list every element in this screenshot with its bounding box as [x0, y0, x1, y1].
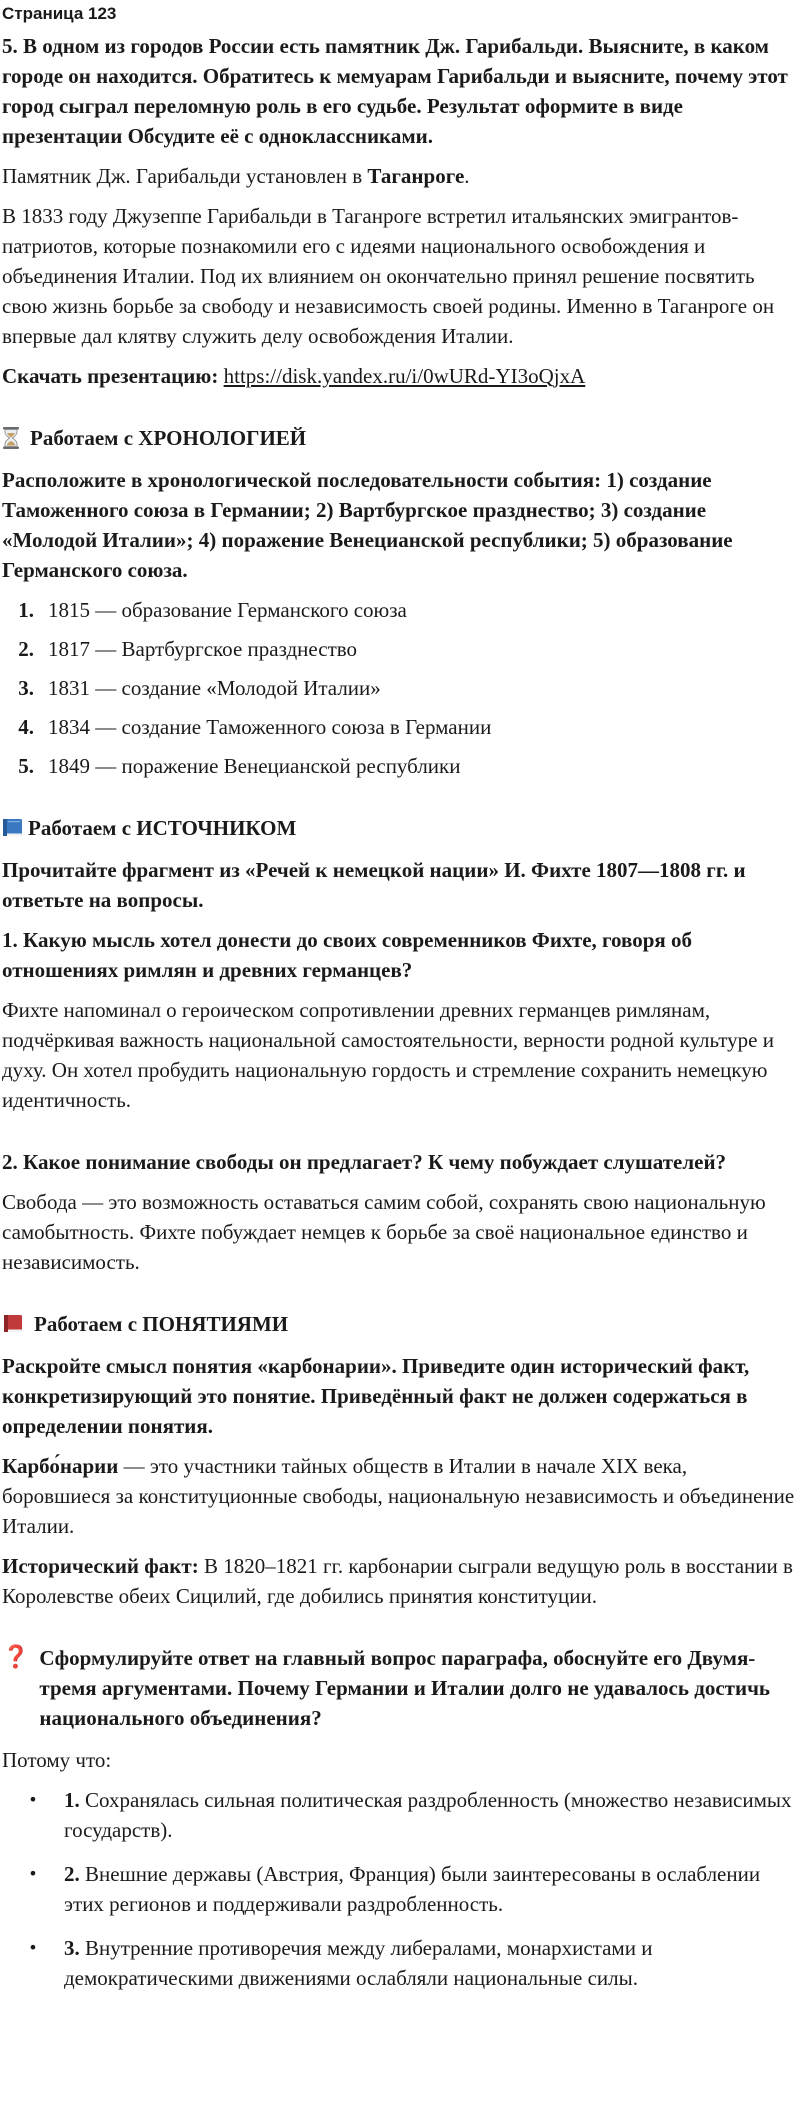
- concept-term: Карбо́нарии: [2, 1454, 119, 1478]
- task5-question: 5. В одном из городов России есть памятник Дж. Гарибальди. Выясните, в каком городе он находится. Обратитесь к мемуарам Гарибальди и выясните, почему этот город сыграл переломную роль в его судьбе. Результат оформите в виде презентации Обсудите её с одноклассниками.: [2, 34, 788, 148]
- download-label: Скачать презентацию:: [2, 364, 219, 388]
- list-item-text: 1815 — образование Германского союза: [48, 598, 407, 622]
- bullet: •: [28, 1864, 38, 1883]
- list-item-number: 1.: [18, 598, 34, 622]
- list-item: [2, 595, 798, 625]
- list-item-text: 1817 — Вартбургское празднество: [48, 637, 358, 661]
- concepts-definition: [2, 1451, 798, 1541]
- list-item: [2, 712, 798, 742]
- concepts-heading-text: Работаем с ПОНЯТИЯМИ: [34, 1312, 289, 1336]
- reason-number: 3.: [64, 1936, 80, 1960]
- chronology-heading: [2, 423, 798, 453]
- list-item-text: 1831 — создание «Молодой Италии»: [48, 676, 381, 700]
- task5-download: [2, 361, 798, 391]
- reason-text: Внешние державы (Австрия, Франция) были заинтересованы в ослаблении этих регионов и поддерживали раздробленность.: [64, 1862, 761, 1916]
- bullet: •: [28, 1790, 38, 1809]
- list-item: [2, 1859, 798, 1919]
- list-item: [2, 673, 798, 703]
- list-item-text: 1849 — поражение Венецианской республики: [48, 754, 461, 778]
- hourglass-icon: [2, 427, 20, 449]
- main-question-heading: [2, 1643, 798, 1733]
- reason-number: 1.: [64, 1788, 80, 1812]
- list-item-text: 1834 — создание Таможенного союза в Германии: [48, 715, 492, 739]
- page-label: Страница 123: [2, 4, 117, 23]
- red-book-icon: [2, 1314, 24, 1334]
- fact-text: В 1820–1821 гг. карбонарии сыграли ведущую роль в восстании в Королевстве обеих Сицилий, где добились принятия конституции.: [2, 1554, 793, 1608]
- blue-book-icon: [2, 818, 24, 838]
- chronology-list: [2, 595, 798, 781]
- fact-label: Исторический факт:: [2, 1554, 199, 1578]
- list-item: [2, 1785, 798, 1845]
- task5-answer: [2, 161, 798, 191]
- bullet: •: [28, 1938, 38, 1957]
- list-item-number: 5.: [18, 754, 34, 778]
- list-item-number: 2.: [18, 637, 34, 661]
- task5-answer-suffix: .: [464, 164, 470, 188]
- source-heading: [2, 813, 798, 843]
- concepts-question: Раскройте смысл понятия «карбонарии». Приведите один исторический факт, конкретизирующий это понятие. Приведённый факт не должен содержаться в определении понятия.: [2, 1354, 750, 1438]
- concepts-fact: [2, 1551, 798, 1611]
- chronology-question: Расположите в хронологической последовательности события: 1) создание Таможенного союза в Германии; 2) Вартбургское празднество; 3) создание «Молодой Италии»; 4) поражение Венецианской республики; 5) образование Германского союза.: [2, 468, 733, 582]
- reason-text: Внутренние противоречия между либералами, монархистами и демократическими движениями ослабляли национальные силы.: [64, 1936, 653, 1990]
- task5-answer-prefix: Памятник Дж. Гарибальди установлен в: [2, 164, 368, 188]
- task5-paragraph: В 1833 году Джузеппе Гарибальди в Таганроге встретил итальянских эмигрантов-патриотов, которые познакомили его с идеями национального освобождения и объединения Италии. Под их влиянием он окончательно принял решение посвятить свою жизнь борьбе за свободу и независимость своей родины. Именно в Таганроге он впервые дал клятву служить делу освобождения Италии.: [2, 204, 775, 348]
- red-question-icon: ❓: [2, 1645, 30, 1670]
- list-item: [2, 1933, 798, 1993]
- source-answer-1: Фихте напоминал о героическом сопротивлении древних германцев римлянам, подчёркивая важность национальной самостоятельности, верности родной культуре и духу. Он хотел пробудить национальную гордость и стремление сохранить немецкую идентичность.: [2, 998, 774, 1112]
- list-item: [2, 634, 798, 664]
- task5-answer-city: Таганроге: [367, 164, 465, 188]
- source-question-2: 2. Какое понимание свободы он предлагает? К чему побуждает слушателей?: [2, 1150, 727, 1174]
- main-question-lead: Потому что:: [2, 1748, 112, 1772]
- source-answer-2: Свобода — это возможность оставаться самим собой, сохранять свою национальную самобытность. Фихте побуждает немцев к борьбе за своё национальное единство и независимость.: [2, 1190, 766, 1274]
- list-item: [2, 751, 798, 781]
- presentation-link[interactable]: https://disk.yandex.ru/i/0wURd-YI3oQjxA: [223, 364, 586, 388]
- main-question-text: Сформулируйте ответ на главный вопрос параграфа, обоснуйте его Двумя-тремя аргументами. Почему Германии и Италии долго не удавалось достичь национального объединения?: [39, 1646, 771, 1730]
- concept-definition-text: — это участники тайных обществ в Италии в начале XIX века, боровшиеся за конституционные свободы, национальную независимость и объединение Италии.: [2, 1454, 795, 1538]
- source-heading-text: Работаем с ИСТОЧНИКОМ: [28, 816, 297, 840]
- list-item-number: 4.: [18, 715, 34, 739]
- reason-number: 2.: [64, 1862, 80, 1886]
- source-intro: Прочитайте фрагмент из «Речей к немецкой нации» И. Фихте 1807—1808 гг. и ответьте на вопросы.: [2, 858, 746, 912]
- list-item-number: 3.: [18, 676, 34, 700]
- reasons-list: [2, 1785, 798, 1993]
- reason-text: Сохранялась сильная политическая раздробленность (множество независимых государств).: [64, 1788, 792, 1842]
- concepts-heading: [2, 1309, 798, 1339]
- chronology-heading-text: Работаем с ХРОНОЛОГИЕЙ: [30, 426, 307, 450]
- source-question-1: 1. Какую мысль хотел донести до своих современников Фихте, говоря об отношениях римлян и древних германцев?: [2, 928, 693, 982]
